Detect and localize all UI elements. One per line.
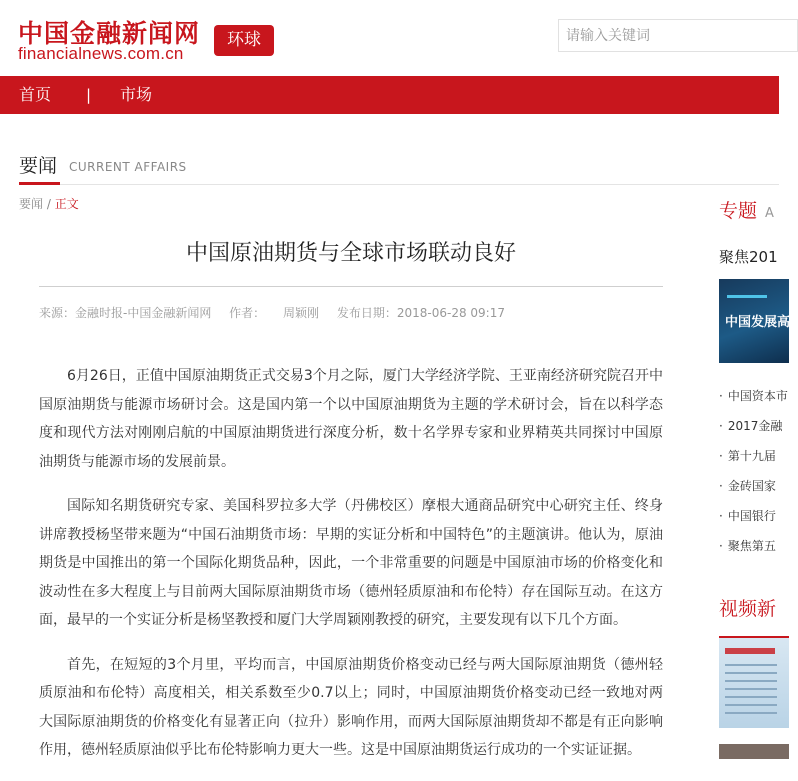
- article-paragraph: 国际知名期货研究专家、美国科罗拉多大学（丹佛校区）摩根大通商品研究中心研究主任、终身讲席教授杨坚带来题为“中国石油期货市场：早期的实证分析和中国特色”的主题演讲。他认为，原油期货是中国推出的第一个国际化期货品种，因此，一个非常重要的问题是中国原油市场的价格变化和波动性在多大程度上与目前两大国际原油期货市场（德州轻质原油和布伦特）存在国际互动。在这方面，最早的一个实证分析是杨坚教授和厦门大学周颖刚教授的研究，主要发现有以下几个方面。: [39, 498, 663, 628]
- sidebar: [719, 186, 791, 759]
- breadcrumb-separator: /: [46, 197, 51, 211]
- site-logo[interactable]: 中国金融新闻网: [18, 19, 201, 48]
- topic-thumbnail[interactable]: [719, 279, 789, 363]
- nav-item-market[interactable]: 市场: [120, 85, 153, 104]
- nav-item-home[interactable]: 首页: [19, 85, 52, 104]
- video-thumbnail[interactable]: [719, 636, 789, 728]
- site-header: [0, 0, 779, 76]
- breadcrumb-current: 正文: [54, 197, 79, 211]
- article-author: 周颖刚: [283, 306, 320, 320]
- article-paragraph: 6月26日，正值中国原油期货正式交易3个月之际，厦门大学经济学院、王亚南经济研究院召开中国原油期货与能源市场研讨会。这是国内第一个以中国原油期货为主题的学术研讨会，旨在以科学态度和现代方法对刚刚启航的中国原油期货进行深度分析，数十名学界专家和业界精英共同探讨中国原油期货与能源市场的发展前景。: [39, 368, 663, 470]
- title-divider: [39, 286, 663, 287]
- nav-separator: |: [86, 86, 92, 104]
- topic-list-item[interactable]: · 中国资本市: [719, 384, 788, 414]
- topic-heading-label: 专题: [719, 200, 758, 222]
- section-title-en: CURRENT AFFAIRS: [69, 160, 187, 174]
- topic-list-item[interactable]: · 2017金融: [719, 414, 788, 444]
- section-title: 要闻: [19, 155, 58, 177]
- breadcrumb-parent[interactable]: 要闻: [19, 197, 44, 211]
- section-divider: [19, 184, 779, 185]
- author-label: 作者：: [229, 306, 266, 320]
- video-heading: 视频新: [719, 598, 777, 620]
- topic-list-item[interactable]: · 第十九届: [719, 444, 788, 474]
- topic-heading-en: A: [765, 206, 774, 221]
- article-paragraph: 首先，在短短的3个月里，平均而言，中国原油期货价格变动已经与两大国际原油期货（德州轻质原油和布伦特）高度相关，相关系数至少0.7以上；同时，中国原油期货价格变动已经一致地对两大国际原油期货的价格变化有显著正向（拉升）影响作用，而两大国际原油期货却不都是有正向影响作用，德州轻质原油似乎比布伦特影响力更大一些。这是中国原油期货运行成功的一个实证证据。: [39, 656, 663, 758]
- main-nav: [0, 76, 779, 114]
- topic-list-item[interactable]: · 金砖国家: [719, 474, 788, 504]
- thumb-stripe: [727, 295, 767, 298]
- search-input[interactable]: [558, 19, 798, 52]
- channel-badge[interactable]: 环球: [214, 25, 274, 56]
- topic-list-item[interactable]: · 中国银行: [719, 504, 788, 534]
- video-thumb-banner: [725, 648, 775, 654]
- site-logo-domain[interactable]: financialnews.com.cn: [18, 44, 184, 63]
- article-body: [39, 362, 663, 781]
- breadcrumb: [19, 195, 79, 212]
- article-date: 发布日期：2018-06-28 09:17: [336, 306, 505, 320]
- article-source: 来源：金融时报-中国金融新闻网: [39, 306, 212, 320]
- article-meta: [39, 304, 519, 321]
- topic-subtitle[interactable]: 聚焦201: [719, 248, 778, 266]
- article-title: 中国原油期货与全球市场联动良好: [185, 241, 516, 266]
- topic-list: [719, 384, 788, 564]
- topic-heading: [719, 196, 774, 223]
- topic-list-item[interactable]: · 聚焦第五: [719, 534, 788, 564]
- video-thumbnail-2[interactable]: [719, 744, 789, 759]
- video-thumb-text: [725, 664, 777, 714]
- section-underline: [19, 182, 60, 185]
- thumb-caption: 中国发展高: [725, 315, 791, 330]
